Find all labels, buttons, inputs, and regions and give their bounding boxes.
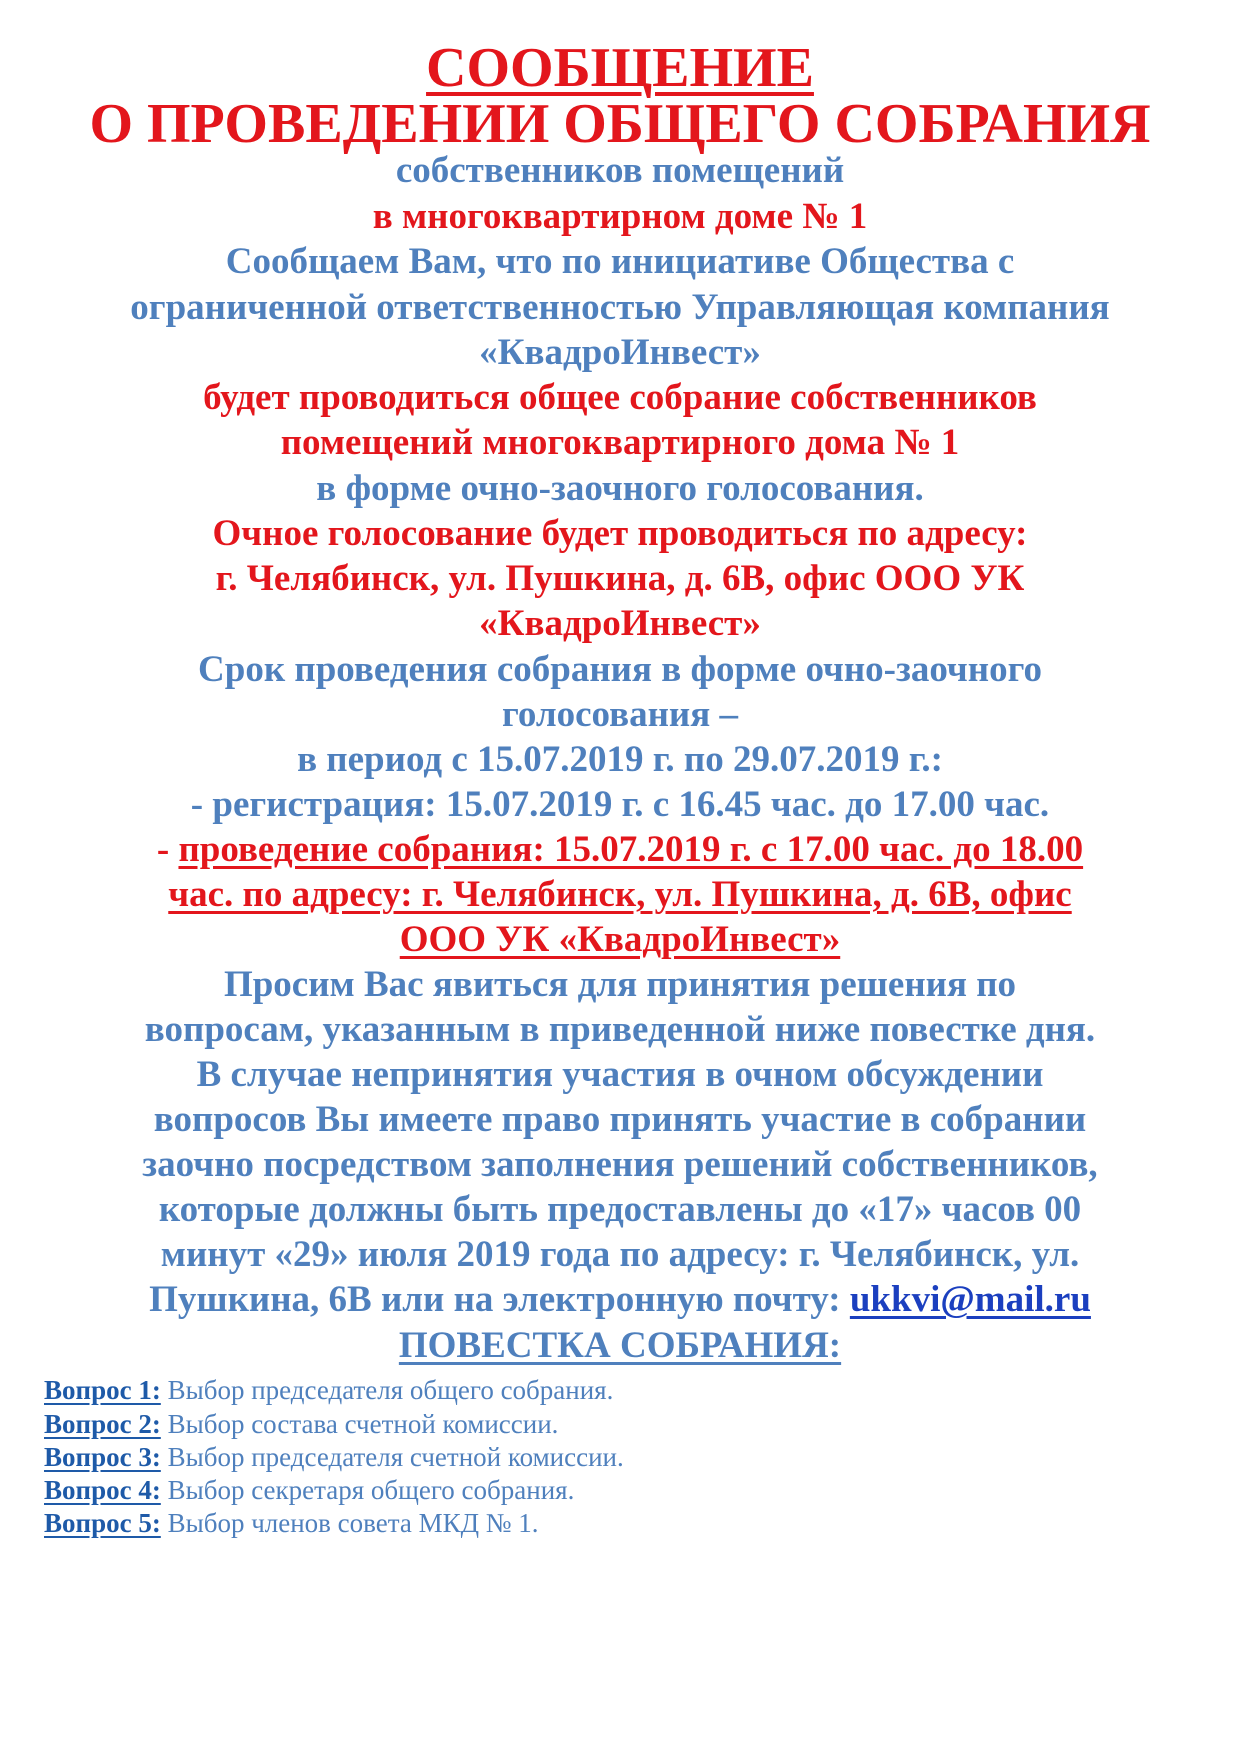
- agenda-item-label: Вопрос 1:: [44, 1375, 161, 1405]
- agenda-item-label: Вопрос 5:: [44, 1508, 161, 1538]
- holding-dash: -: [156, 829, 179, 870]
- agenda-item-label: Вопрос 4:: [44, 1475, 161, 1505]
- request-line-1: Просим Вас явиться для принятия решения по: [223, 964, 1017, 1005]
- meeting-line-2: помещений многоквартирного дома № 1: [280, 422, 960, 463]
- absent-line-1: В случае непринятия участия в очном обсуждении: [196, 1054, 1044, 1095]
- intro-line-2: ограниченной ответственностью Управляющая компания: [130, 287, 1110, 328]
- agenda-item-text: Выбор членов совета МКД № 1.: [160, 1508, 539, 1538]
- agenda-item: [44, 1444, 624, 1471]
- agenda-item-label: Вопрос 2:: [44, 1409, 161, 1439]
- title-line-2: О ПРОВЕДЕНИИ ОБЩЕГО СОБРАНИЯ: [89, 93, 1151, 155]
- agenda-item-text: Выбор председателя счетной комиссии.: [160, 1442, 624, 1472]
- agenda-item-text: Выбор председателя общего собрания.: [160, 1375, 614, 1405]
- agenda-item: [44, 1377, 613, 1404]
- period-line-3: в период с 15.07.2019 г. по 29.07.2019 г.:: [297, 739, 943, 780]
- agenda-item: [44, 1477, 574, 1504]
- email-link[interactable]: ukkvi@mail.ru: [849, 1279, 1091, 1320]
- holding-line-3: ООО УК «КвадроИнвест»: [399, 919, 841, 960]
- address-line-1: г. Челябинск, ул. Пушкина, д. 6В, офис ООО УК: [215, 558, 1025, 599]
- intro-line-3: «КвадроИнвест»: [479, 332, 761, 373]
- address-line-2: «КвадроИнвест»: [479, 603, 761, 644]
- agenda-item-label: Вопрос 3:: [44, 1442, 161, 1472]
- voting-form: в форме очно-заочного голосования.: [316, 468, 924, 509]
- address-intro: Очное голосование будет проводиться по адресу:: [212, 513, 1028, 554]
- agenda-item: [44, 1411, 558, 1438]
- request-line-2: вопросам, указанным в приведенной ниже повестке дня.: [144, 1009, 1096, 1050]
- registration-time: - регистрация: 15.07.2019 г. с 16.45 час. до 17.00 час.: [190, 784, 1050, 825]
- period-line-2: голосования –: [501, 694, 739, 735]
- absent-line-3: заочно посредством заполнения решений собственников,: [142, 1144, 1098, 1185]
- period-line-1: Срок проведения собрания в форме очно-заочного: [198, 649, 1042, 690]
- title-line-1: СООБЩЕНИЕ: [426, 37, 814, 99]
- intro-line-1: Сообщаем Вам, что по инициативе Общества с: [225, 241, 1015, 282]
- subtitle-line-2: в многоквартирном доме № 1: [372, 196, 868, 237]
- holding-line-2: час. по адресу: г. Челябинск, ул. Пушкина, д. 6В, офис: [168, 874, 1072, 915]
- agenda-item-text: Выбор секретаря общего собрания.: [160, 1475, 575, 1505]
- absent-line-6: [0, 1281, 1240, 1318]
- meeting-line-1: будет проводиться общее собрание собственников: [203, 377, 1037, 418]
- agenda-heading: ПОВЕСТКА СОБРАНИЯ:: [398, 1325, 842, 1366]
- agenda-item: [44, 1510, 539, 1537]
- absent-line-5: минут «29» июля 2019 года по адресу: г. Челябинск, ул.: [160, 1234, 1080, 1275]
- absent-text-6: Пушкина, 6В или на электронную почту:: [149, 1279, 850, 1320]
- subtitle-line-1: собственников помещений: [395, 150, 845, 191]
- holding-text-1: проведение собрания: 15.07.2019 г. с 17.00 час. до 18.00: [178, 829, 1084, 870]
- absent-line-4: которые должны быть предоставлены до «17» часов 00: [158, 1189, 1082, 1230]
- holding-line-1: [0, 831, 1240, 868]
- agenda-item-text: Выбор состава счетной комиссии.: [160, 1409, 559, 1439]
- absent-line-2: вопросов Вы имеете право принять участие в собрании: [153, 1099, 1087, 1140]
